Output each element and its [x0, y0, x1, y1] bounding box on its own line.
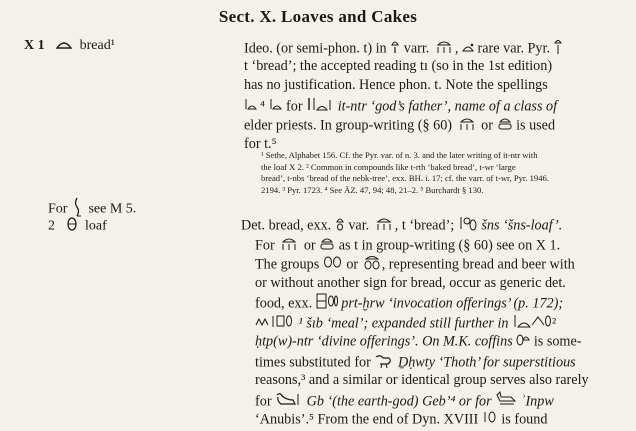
text-line: ¹ šıb ‘meal’; expanded still further in ²	[241, 313, 634, 333]
father-glyph-icon	[244, 97, 260, 118]
sign-code: 2	[48, 218, 55, 234]
text-line: food, exx. prt-ḫrw ‘invocation offerings’ (p. 172);	[241, 293, 634, 313]
loaf-tall-icon	[554, 37, 562, 62]
sign-label: bread¹	[79, 38, 115, 54]
text-line: or without another sign for bread, occur as generic det.	[255, 274, 566, 291]
footnote-line: ¹ Sethe, Alphabet 156. Cf. the Pyr. var. of n. 3. and the later writing of it-ntr with	[261, 150, 538, 160]
sign-label: loaf	[85, 218, 107, 234]
text-line: for t.⁵	[244, 135, 277, 152]
footnotes	[261, 150, 633, 196]
text-line: ‘Anubis’.⁵ From the end of Dyn. XVIII is found	[241, 410, 634, 430]
entry-x2-text	[241, 215, 634, 430]
father-glyph-var-icon	[269, 97, 283, 118]
footnote-line: bread’, t-nbs ‘bread of the nebk-tree’, exx. BH. i. 17; cf. the varr. of t-wr, Pyr. 1946.	[261, 173, 549, 183]
sign-entry-x2	[48, 217, 107, 236]
sign-code: X 1	[24, 38, 45, 54]
sign-entry-x1	[24, 38, 115, 54]
footnote-line: the loaf X 2. ² Common in compounds like t-rth ‘baked bread’, t-wr ‘large	[261, 161, 516, 172]
loaf-glyph-icon	[56, 38, 72, 54]
text-line: reasons,³ and a similar or identical group serves also rarely	[255, 372, 589, 388]
text-line: for Gb ‘(the earth-god) Geb’⁴ or for ʾInpw	[241, 391, 634, 411]
text-line: times substituted for Ḏḥwty ‘Thoth’ for superstitious	[241, 352, 634, 372]
bread-beer-group-icon	[323, 255, 343, 276]
text-line: Ideo. (or semi-phon. t) in varr. , rare var. Pyr.	[244, 37, 634, 57]
text-line: For or as t in group-writing (§ 60) see on X 1.	[241, 235, 634, 255]
footnote-line: 2194. ³ Pyr. 1723. ⁴ See ÄZ. 47, 94; 48, 21–2. ⁵ Burchardt § 130.	[261, 184, 484, 195]
text-line: ⁴ for it-ntr ‘god’s father’, name of a class of	[244, 96, 634, 116]
text-line: Det. bread, exx. var. , t ‘bread’; šns ‘šns-loaf’.	[241, 215, 634, 235]
loaf-over-mouth-icon	[497, 115, 513, 138]
cross-reference: For see M 5.	[48, 197, 136, 222]
bread-loaf-pair-icon	[516, 332, 530, 353]
text-line: ḥtp(w)-ntr ‘divine offerings’. On M.K. coffins is some-	[241, 332, 634, 352]
text-line: elder priests. In group-writing (§ 60) or is used	[244, 115, 634, 135]
text-line: has no justification. Hence phon. t. Note the spellings	[244, 77, 548, 93]
loaf-2-glyph-icon	[67, 217, 77, 236]
section-title: Sect. X. Loaves and Cakes	[218, 7, 418, 26]
entry-x1-text	[244, 37, 634, 154]
loaf-group-icon	[482, 410, 498, 431]
text-line: The groups or , representing bread and beer with	[241, 254, 634, 274]
text-line: t ‘bread’; the accepted reading tı (so in the 1st edition)	[244, 57, 553, 74]
loaf-plural-icon	[456, 115, 478, 138]
